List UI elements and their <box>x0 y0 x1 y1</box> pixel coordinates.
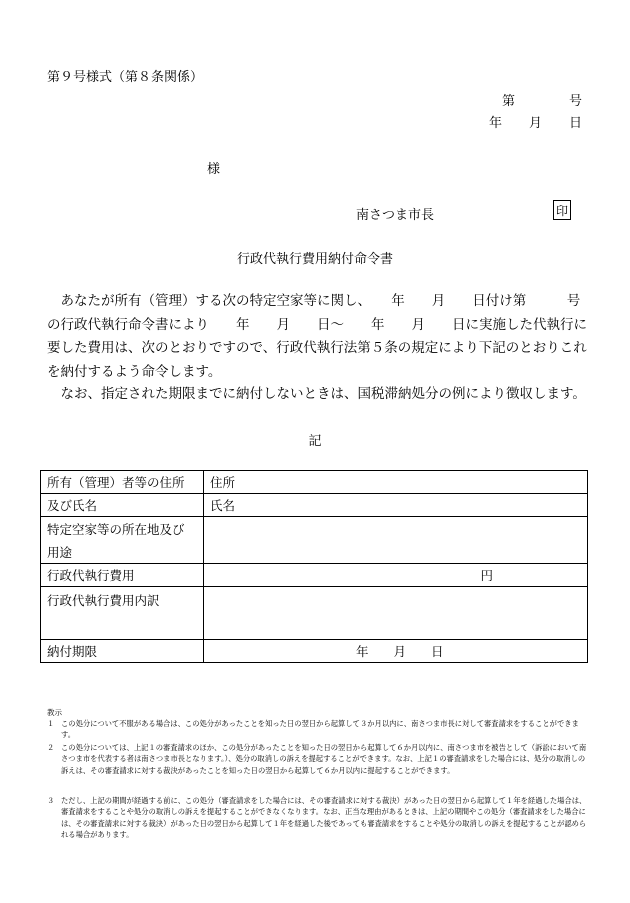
location-label-1: 特定空家等の所在地及び <box>47 521 185 537</box>
date-day: 日 <box>568 116 582 131</box>
notice-item-1-text: この処分について不服がある場合は、この処分があったことを知った日の翌日から起算して３か月以内に、南さつま市長に対して審査請求をすることができます。 <box>61 719 579 740</box>
issue-date <box>489 112 582 131</box>
table-row <box>41 640 588 663</box>
addressee: 様 <box>207 162 221 177</box>
cost-label: 行政代執行費用 <box>41 564 204 587</box>
location-label-2: 用途 <box>47 544 73 560</box>
seal-mark: 印 <box>553 200 571 220</box>
address-label: 住所 <box>204 471 588 494</box>
location-value <box>204 517 588 564</box>
name-label: 氏名 <box>204 494 588 517</box>
breakdown-value <box>204 587 588 640</box>
ki-heading: 記 <box>308 434 322 449</box>
notice-item-2-text: この処分については、上記１の審査請求のほか、この処分があったことを知った日の翌日から起算して６か月以内に、南さつま市を被告として（訴訟において南さつま市を代表する者は南さつま市長となります。）、処分の取消しの訴えを提起することができます。なお、上記１の審査請求をした場合には、処分の取消しの訴えは、その審査請求に対する裁決があったことを知った日の翌日から起算して６か月以内に提起することができます。 <box>61 743 587 775</box>
notice-item-3 <box>47 795 591 841</box>
cost-unit: 円 <box>204 564 588 587</box>
owner-label-2: 及び氏名 <box>41 494 204 517</box>
document-title: 行政代執行費用納付命令書 <box>236 252 393 267</box>
notice-item-1-number: １ <box>47 719 55 728</box>
table-row <box>41 494 588 517</box>
notice-item-2-number: ２ <box>47 743 55 752</box>
notice-item-1 <box>47 718 591 741</box>
doc-number-prefix: 第 <box>501 94 515 109</box>
doc-number-suffix: 号 <box>568 94 582 109</box>
deadline-label: 納付期限 <box>41 640 204 663</box>
table-row <box>41 587 588 640</box>
owner-label-1: 所有（管理）者等の住所 <box>41 471 204 494</box>
date-year: 年 <box>488 116 502 131</box>
table-row <box>41 564 588 587</box>
notice-item-2 <box>47 742 591 776</box>
body-text-2: なお、指定された期限までに納付しないときは、国税滞納処分の例により徴収します。 <box>47 386 586 402</box>
table-row <box>41 471 588 494</box>
deadline-value: 年 月 日 <box>204 640 588 663</box>
body-paragraph-2 <box>47 383 587 407</box>
notice-item-3-number: ３ <box>47 796 55 805</box>
notice-heading: 教示 <box>47 708 62 717</box>
date-month: 月 <box>528 116 542 131</box>
body-paragraph-1 <box>47 290 587 384</box>
location-label <box>41 517 204 564</box>
body-text-1: あなたが所有（管理）する次の特定空家等に関し、 年 月 日付け第 号の行政代執行命令書により 年 月 日～ 年 月 日に実施した代執行に要した費用は、次のとおりですので、行政代執行法第５条の規定により下記のとおりこれを納付するよう命令します。 <box>47 293 587 380</box>
form-number: 第９号様式（第８条関係） <box>47 70 204 85</box>
issuer: 南さつま市長 <box>356 208 435 223</box>
breakdown-label: 行政代執行費用内訳 <box>41 587 204 640</box>
details-table <box>40 470 588 663</box>
document-number <box>502 90 582 109</box>
table-row <box>41 517 588 564</box>
notice-item-3-text: ただし、上記の期間が経過する前に、この処分（審査請求をした場合には、その審査請求に対する裁決）があった日の翌日から起算して１年を経過した場合は、審査請求をすることや処分の取消しの訴えを提起することができなくなります。なお、正当な理由があるときは、上記の期間やこの処分（審査請求をした場合には、その審査請求に対する裁決）があった日の翌日から起算して１年を経過した後であっても審査請求をすることや処分の取消しの訴えを提起することが認められる場合があります。 <box>61 796 587 840</box>
